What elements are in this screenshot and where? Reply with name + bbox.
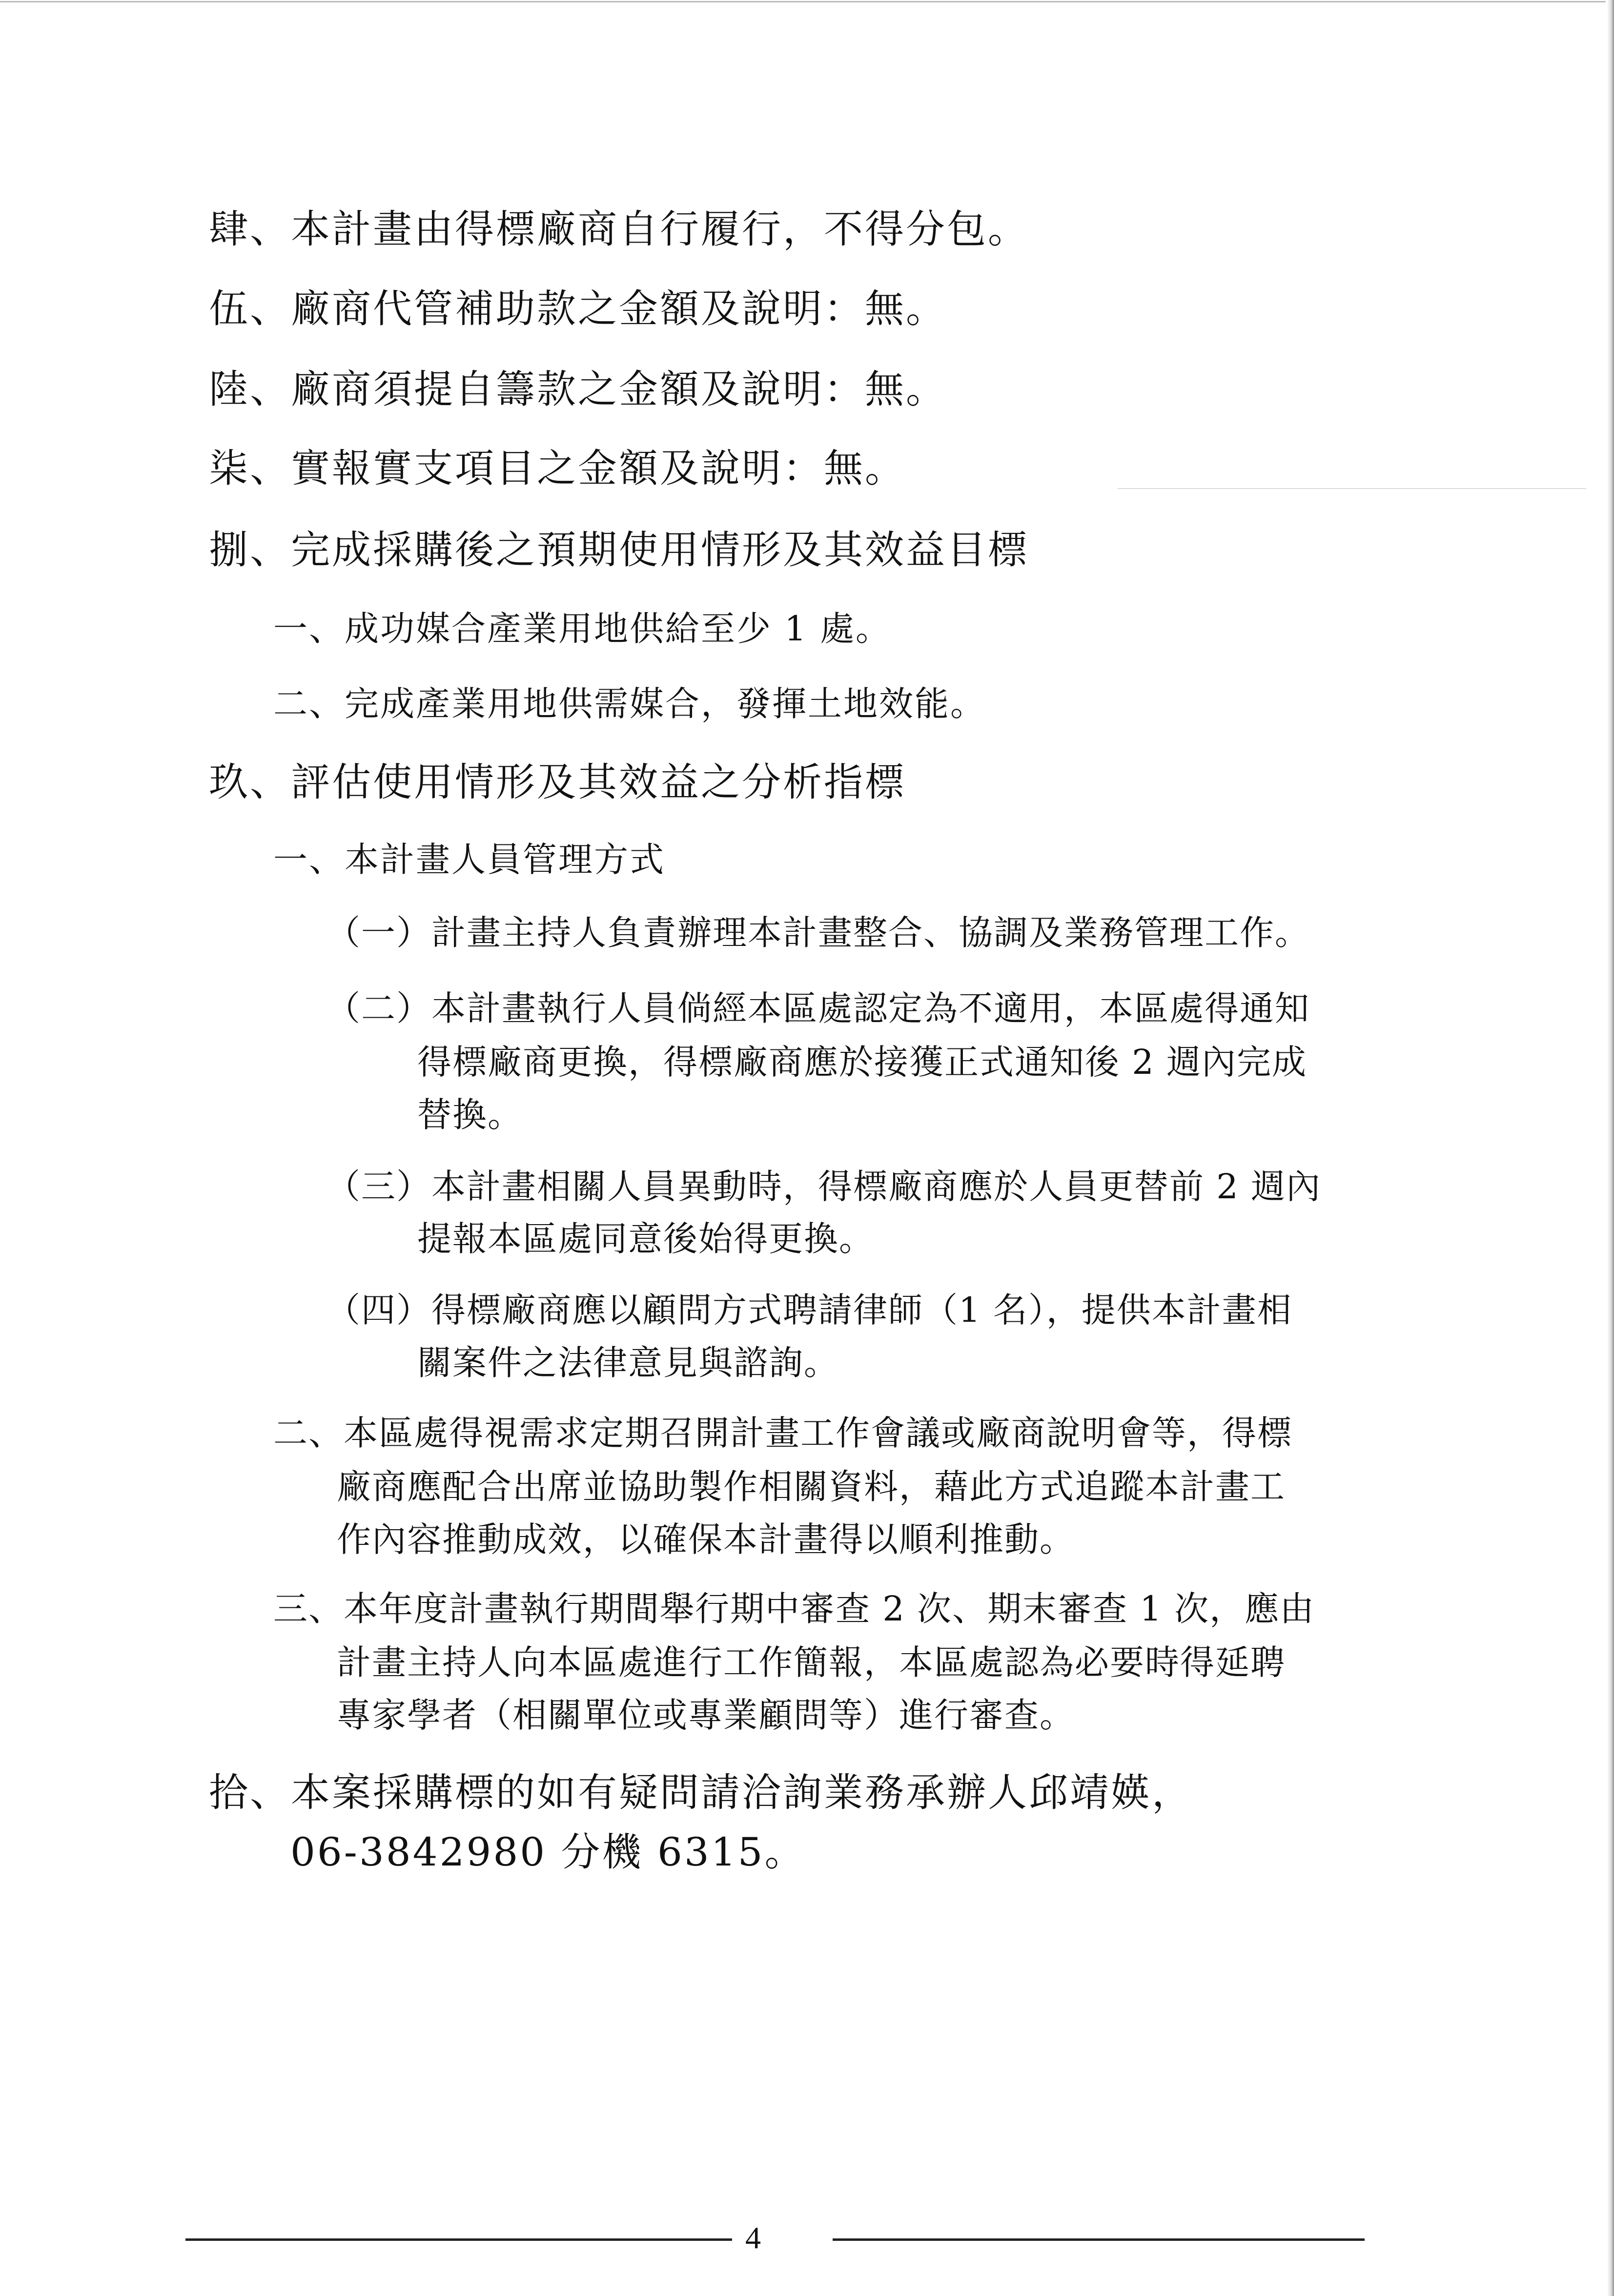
section-9-item-1: 一、本計畫人員管理方式 <box>273 840 665 880</box>
section-10-text-line-2: 06-3842980 分機 6315。 <box>290 1829 806 1875</box>
section-9-item-3-line-2: 計畫主持人向本區處進行工作簡報，本區處認為必要時得延聘 <box>337 1642 1286 1682</box>
section-4-text: 肆、本計畫由得標廠商自行履行，不得分包。 <box>209 206 1029 252</box>
scan-edge-top <box>0 1 1606 2</box>
section-9-heading: 玖、評估使用情形及其效益之分析指標 <box>209 759 906 805</box>
section-9-sub-1: （一）計畫主持人負責辦理本計畫整合、協調及業務管理工作。 <box>326 913 1310 953</box>
section-9-sub-4-line-2: 關案件之法律意見與諮詢。 <box>417 1343 839 1383</box>
section-9-item-3-line-3: 專家學者（相關單位或專業顧問等）進行審查。 <box>337 1695 1075 1735</box>
section-5-text: 伍、廠商代管補助款之金額及說明：無。 <box>209 286 947 331</box>
scan-dash-right <box>1118 488 1586 489</box>
section-9-sub-2-line-2: 得標廠商更換，得標廠商應於接獲正式通知後 2 週內完成 <box>417 1042 1308 1082</box>
scan-page-edge <box>1607 0 1614 2296</box>
section-9-sub-2-line-3: 替換。 <box>417 1095 523 1135</box>
section-9-item-3-line-1: 三、本年度計畫執行期間舉行期中審查 2 次、期末審查 1 次，應由 <box>273 1589 1315 1629</box>
section-9-item-2-line-1: 二、本區處得視需求定期召開計畫工作會議或廠商說明會等，得標 <box>273 1413 1292 1453</box>
page-number: 4 <box>745 2220 761 2255</box>
section-8-item-1: 一、成功媒合產業用地供給至少 1 處。 <box>273 609 892 649</box>
section-9-item-2-line-3: 作內容推動成效，以確保本計畫得以順利推動。 <box>337 1519 1075 1559</box>
section-8-item-2: 二、完成產業用地供需媒合，發揮土地效能。 <box>273 684 986 724</box>
section-9-item-2-line-2: 廠商應配合出席並協助製作相關資料，藉此方式追蹤本計畫工 <box>337 1467 1286 1507</box>
section-6-text: 陸、廠商須提自籌款之金額及說明：無。 <box>209 367 947 412</box>
section-9-sub-3-line-1: （三）本計畫相關人員異動時，得標廠商應於人員更替前 2 週內 <box>326 1167 1322 1207</box>
section-10-text-line-1: 拾、本案採購標的如有疑問請洽詢業務承辦人邱靖媖， <box>209 1770 1193 1815</box>
footer-rule-left <box>185 2238 732 2241</box>
footer-rule-right <box>833 2238 1365 2241</box>
section-9-sub-3-line-2: 提報本區處同意後始得更換。 <box>417 1219 874 1259</box>
section-9-sub-2-line-1: （二）本計畫執行人員倘經本區處認定為不適用，本區處得通知 <box>326 988 1310 1028</box>
section-9-sub-4-line-1: （四）得標廠商應以顧問方式聘請律師（1 名），提供本計畫相 <box>326 1290 1292 1330</box>
section-8-heading: 捌、完成採購後之預期使用情形及其效益目標 <box>209 527 1029 573</box>
section-7-text: 柒、實報實支項目之金額及說明：無。 <box>209 446 906 491</box>
